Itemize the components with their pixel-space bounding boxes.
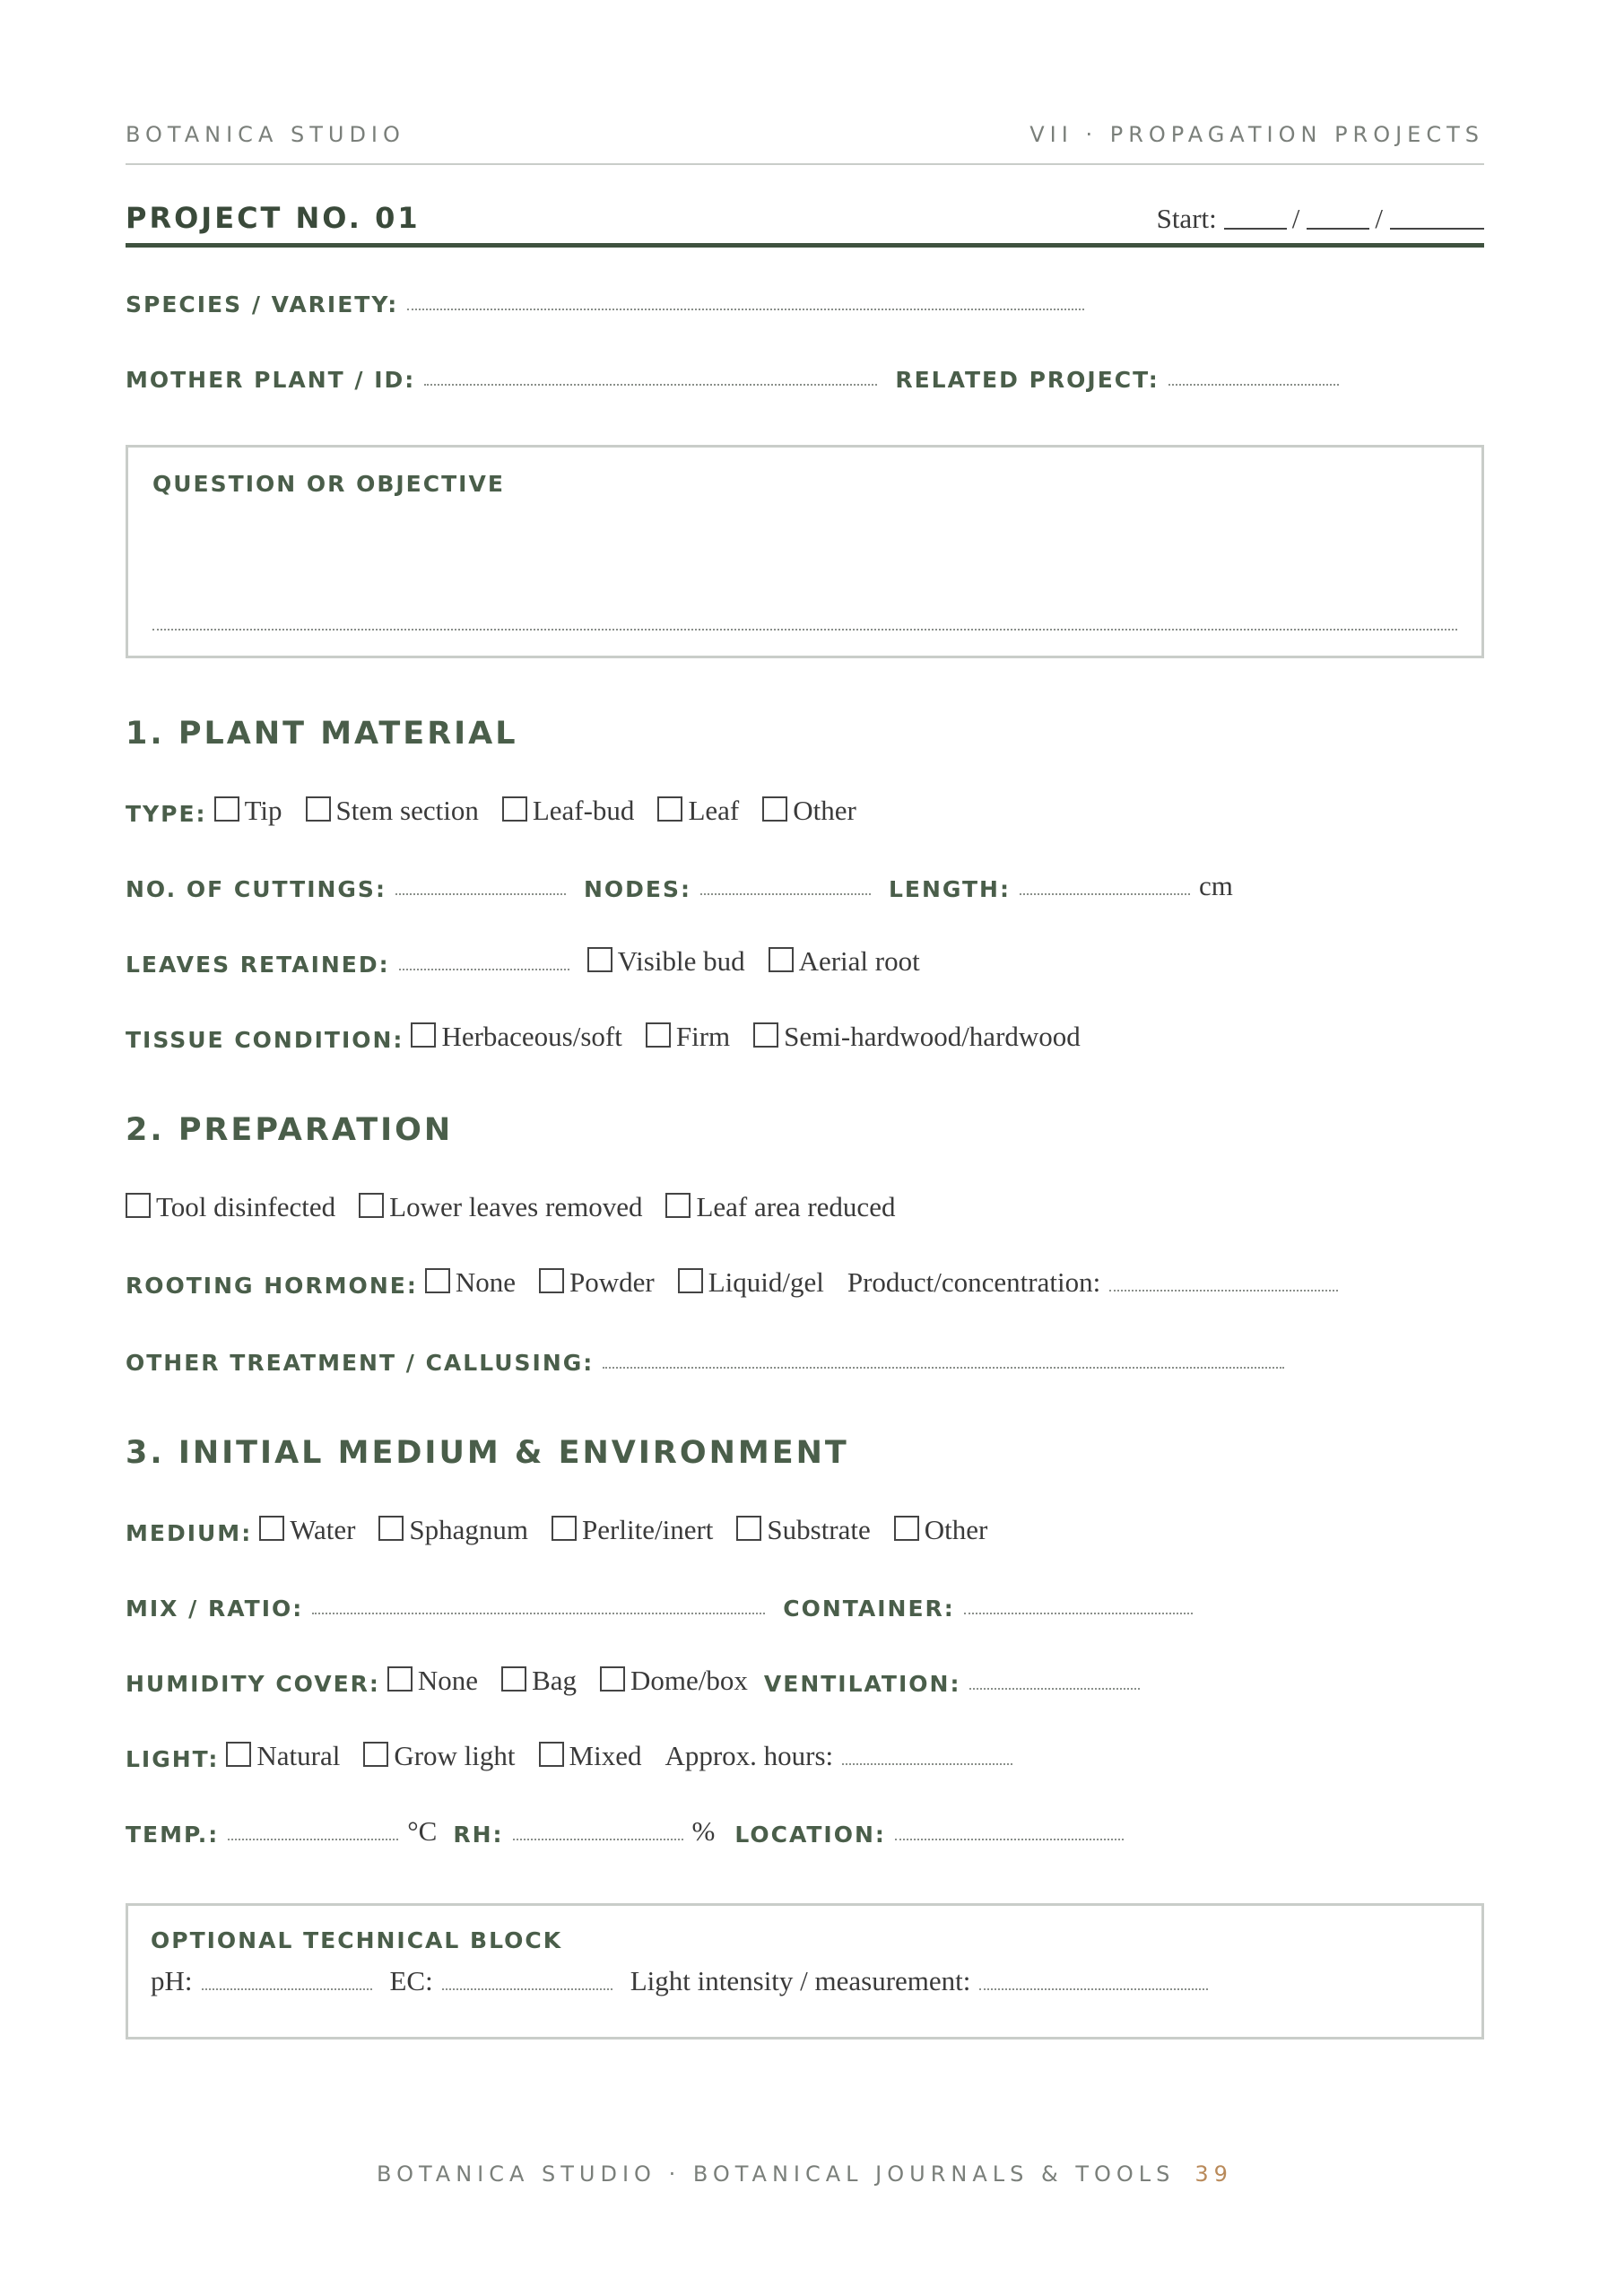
technical-block — [126, 1903, 1484, 2039]
checkbox-label: Semi-hardwood/hardwood — [784, 1021, 1081, 1052]
checkbox-label: Liquid/gel — [708, 1266, 824, 1298]
checkbox-box[interactable] — [363, 1742, 388, 1767]
species-row — [126, 278, 1093, 317]
checkbox-box[interactable] — [387, 1666, 413, 1692]
objective-title: QUESTION OR OBJECTIVE — [152, 471, 505, 497]
checkbox-label: Water — [290, 1514, 356, 1545]
light-grow-checkbox[interactable] — [363, 1740, 515, 1772]
checkbox-label: Powder — [569, 1266, 655, 1298]
hours-field[interactable] — [842, 1761, 1012, 1765]
leaves-label: LEAVES RETAINED: — [126, 952, 390, 978]
mix-label: MIX / RATIO: — [126, 1596, 304, 1622]
ventilation-field[interactable] — [969, 1686, 1140, 1690]
checkbox-label: Leaf area reduced — [696, 1191, 896, 1222]
checkbox-label: Mixed — [569, 1740, 642, 1771]
checkbox-box[interactable] — [359, 1193, 384, 1218]
checkbox-box[interactable] — [678, 1268, 703, 1293]
start-year-field[interactable] — [1390, 228, 1484, 230]
length-unit: cm — [1198, 870, 1233, 901]
type-other-checkbox[interactable] — [762, 795, 856, 827]
light-intensity-field[interactable] — [979, 1987, 1208, 1990]
humidity-label: HUMIDITY COVER: — [126, 1671, 380, 1697]
ec-label: EC: — [389, 1965, 433, 1996]
journal-page — [126, 0, 1484, 2296]
page-number: 39 — [1194, 2161, 1233, 2187]
medium-water-checkbox[interactable] — [259, 1514, 355, 1546]
start-day-field[interactable] — [1224, 228, 1287, 230]
humidity-row — [126, 1657, 1149, 1697]
light-label: LIGHT: — [126, 1746, 220, 1772]
type-leaf-bud-checkbox[interactable] — [502, 795, 635, 827]
mother-plant-label: MOTHER PLANT / ID: — [126, 367, 416, 393]
hormone-liquid-checkbox[interactable] — [678, 1266, 824, 1299]
checkbox-box[interactable] — [411, 1022, 436, 1048]
temp-row — [126, 1808, 1133, 1848]
checkbox-label: None — [417, 1665, 479, 1696]
checkbox-box[interactable] — [539, 1268, 564, 1293]
mother-plant-row — [126, 353, 1348, 393]
light-natural-checkbox[interactable] — [226, 1740, 340, 1772]
aerial-root-checkbox[interactable] — [769, 945, 920, 978]
footer-text: BOTANICA STUDIO · BOTANICAL JOURNALS & TOOLS — [377, 2161, 1176, 2187]
tissue-herbaceous-checkbox[interactable] — [411, 1021, 621, 1053]
checkbox-box[interactable] — [425, 1268, 450, 1293]
related-project-label: RELATED PROJECT: — [895, 367, 1160, 393]
humidity-bag-checkbox[interactable] — [501, 1665, 577, 1697]
rh-unit: % — [691, 1815, 716, 1847]
species-field[interactable] — [407, 307, 1084, 310]
hormone-none-checkbox[interactable] — [425, 1266, 516, 1299]
objective-field[interactable] — [152, 629, 1457, 631]
checkbox-box[interactable] — [501, 1666, 526, 1692]
length-label: LENGTH: — [888, 876, 1011, 902]
page-footer — [126, 2161, 1484, 2187]
checkbox-label: Sphagnum — [409, 1514, 529, 1545]
checkbox-box[interactable] — [552, 1516, 577, 1541]
light-row — [126, 1733, 1021, 1772]
product-label: Product/concentration: — [847, 1266, 1101, 1298]
running-header-right: VII · PROPAGATION PROJECTS — [1029, 122, 1484, 147]
product-field[interactable] — [1109, 1288, 1338, 1292]
rh-field[interactable] — [513, 1837, 683, 1840]
nodes-field[interactable] — [700, 891, 871, 895]
checkbox-label: Herbaceous/soft — [441, 1021, 622, 1052]
visible-bud-checkbox[interactable] — [587, 945, 745, 978]
related-project-field[interactable] — [1168, 382, 1339, 386]
hours-label: Approx. hours: — [665, 1740, 834, 1771]
hormone-powder-checkbox[interactable] — [539, 1266, 655, 1299]
technical-title: OPTIONAL TECHNICAL BLOCK — [151, 1927, 563, 1953]
ec-field[interactable] — [442, 1987, 612, 1990]
cuttings-label: NO. OF CUTTINGS: — [126, 876, 387, 902]
mix-row — [126, 1582, 1202, 1622]
other-treatment-field[interactable] — [603, 1365, 1284, 1369]
checkbox-label: Substrate — [767, 1514, 871, 1545]
medium-label: MEDIUM: — [126, 1520, 253, 1546]
hormone-label: ROOTING HORMONE: — [126, 1273, 418, 1299]
start-month-field[interactable] — [1307, 228, 1369, 230]
type-leaf-checkbox[interactable] — [657, 795, 739, 827]
tissue-row — [126, 1013, 1104, 1053]
checkbox-label: Lower leaves removed — [389, 1191, 643, 1222]
species-label: SPECIES / VARIETY: — [126, 291, 399, 317]
checkbox-box[interactable] — [665, 1193, 691, 1218]
checkbox-label: Grow light — [394, 1740, 516, 1771]
other-treatment-label: OTHER TREATMENT / CALLUSING: — [126, 1350, 595, 1376]
medium-perlite-checkbox[interactable] — [552, 1514, 713, 1546]
tissue-firm-checkbox[interactable] — [646, 1021, 730, 1053]
checkbox-label: Natural — [256, 1740, 341, 1771]
checkbox-label: None — [455, 1266, 516, 1298]
checkbox-box[interactable] — [657, 796, 682, 822]
title-divider — [126, 243, 1484, 248]
type-tip-checkbox[interactable] — [214, 795, 282, 827]
start-date — [1157, 203, 1484, 235]
container-field[interactable] — [964, 1611, 1193, 1614]
ventilation-label: VENTILATION: — [763, 1671, 961, 1697]
checkbox-label: Firm — [675, 1021, 731, 1052]
checkbox-label: Leaf — [688, 795, 740, 826]
rh-label: RH: — [453, 1822, 504, 1848]
running-header-left: BOTANICA STUDIO — [126, 122, 405, 147]
hormone-row — [126, 1259, 1347, 1299]
technical-row — [151, 1958, 1217, 1997]
header-divider — [126, 163, 1484, 165]
checkbox-label: Tip — [244, 795, 282, 826]
leaves-field[interactable] — [399, 967, 569, 970]
checkbox-box[interactable] — [306, 796, 331, 822]
location-label: LOCATION: — [734, 1822, 886, 1848]
type-stem-section-checkbox[interactable] — [306, 795, 479, 827]
type-row — [126, 787, 880, 827]
light-mixed-checkbox[interactable] — [539, 1740, 642, 1772]
checkbox-box[interactable] — [600, 1666, 625, 1692]
checkbox-box[interactable] — [539, 1742, 564, 1767]
nodes-label: NODES: — [583, 876, 691, 902]
checkbox-box[interactable] — [502, 796, 527, 822]
checkbox-box[interactable] — [753, 1022, 778, 1048]
checkbox-box[interactable] — [762, 796, 787, 822]
checkbox-box[interactable] — [587, 947, 612, 972]
checkbox-box[interactable] — [378, 1516, 404, 1541]
prep-row — [126, 1184, 918, 1223]
checkbox-label: Leaf-bud — [532, 795, 635, 826]
project-title-row — [126, 196, 1484, 235]
humidity-dome-checkbox[interactable] — [600, 1665, 748, 1697]
section-preparation-title: 2. PREPARATION — [126, 1112, 454, 1148]
objective-box — [126, 445, 1484, 658]
temp-unit: °C — [407, 1815, 438, 1847]
leaf-area-reduced-checkbox[interactable] — [665, 1191, 895, 1223]
checkbox-box[interactable] — [769, 947, 794, 972]
section-medium-title: 3. INITIAL MEDIUM & ENVIRONMENT — [126, 1435, 849, 1471]
temp-field[interactable] — [228, 1837, 398, 1840]
checkbox-label: Stem section — [335, 795, 479, 826]
checkbox-label: Tool disinfected — [156, 1191, 336, 1222]
checkbox-box[interactable] — [736, 1516, 761, 1541]
checkbox-box[interactable] — [214, 796, 239, 822]
checkbox-box[interactable] — [259, 1516, 284, 1541]
medium-row — [126, 1507, 1011, 1546]
cuttings-field[interactable] — [395, 891, 566, 895]
start-sep-2: / — [1375, 203, 1383, 234]
mix-field[interactable] — [312, 1611, 765, 1614]
length-field[interactable] — [1020, 891, 1190, 895]
lower-leaves-removed-checkbox[interactable] — [359, 1191, 642, 1223]
container-label: CONTAINER: — [783, 1596, 955, 1622]
mother-plant-field[interactable] — [424, 382, 877, 386]
checkbox-box[interactable] — [126, 1193, 151, 1218]
section-plant-material-title: 1. PLANT MATERIAL — [126, 716, 518, 752]
tool-disinfected-checkbox[interactable] — [126, 1191, 335, 1223]
start-label: Start: — [1156, 203, 1217, 234]
project-title: PROJECT NO. 01 — [126, 201, 421, 235]
medium-substrate-checkbox[interactable] — [736, 1514, 870, 1546]
medium-sphagnum-checkbox[interactable] — [378, 1514, 528, 1546]
light-intensity-label: Light intensity / measurement: — [630, 1965, 971, 1996]
checkbox-label: Bag — [532, 1665, 578, 1696]
ph-field[interactable] — [202, 1987, 372, 1990]
start-sep-1: / — [1291, 203, 1300, 234]
temp-label: TEMP.: — [126, 1822, 220, 1848]
checkbox-label: Other — [793, 795, 856, 826]
checkbox-label: Dome/box — [630, 1665, 748, 1696]
tissue-label: TISSUE CONDITION: — [126, 1027, 404, 1053]
medium-other-checkbox[interactable] — [894, 1514, 988, 1546]
checkbox-box[interactable] — [894, 1516, 919, 1541]
checkbox-box[interactable] — [646, 1022, 671, 1048]
type-label: TYPE: — [126, 801, 207, 827]
cuttings-row — [126, 863, 1233, 902]
other-treatment-row — [126, 1336, 1293, 1376]
checkbox-label: Other — [924, 1514, 988, 1545]
checkbox-box[interactable] — [226, 1742, 251, 1767]
tissue-hardwood-checkbox[interactable] — [753, 1021, 1081, 1053]
leaves-row — [126, 938, 943, 978]
checkbox-label: Perlite/inert — [582, 1514, 714, 1545]
checkbox-label: Aerial root — [798, 945, 920, 977]
humidity-none-checkbox[interactable] — [387, 1665, 478, 1697]
location-field[interactable] — [895, 1837, 1124, 1840]
checkbox-label: Visible bud — [617, 945, 745, 977]
ph-label: pH: — [151, 1965, 193, 1996]
